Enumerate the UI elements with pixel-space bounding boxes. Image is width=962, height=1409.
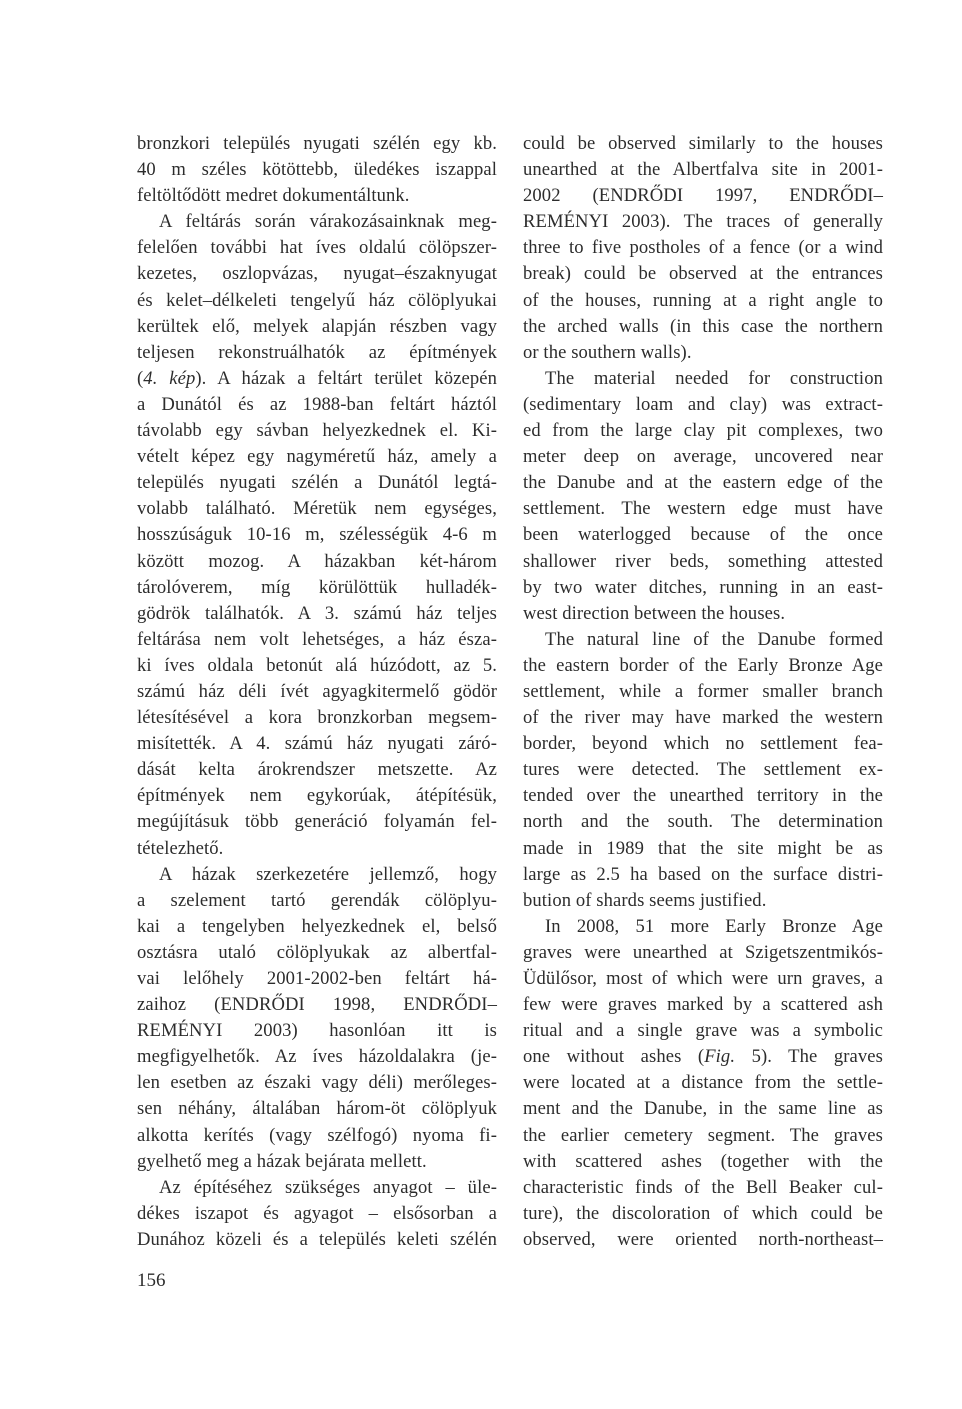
left-column-line: Dunához közeli és a település keleti szélén [137, 1228, 497, 1250]
right-column-line: by two water ditches, running in an east- [523, 576, 883, 598]
left-column-line: távolabb egy sávban helyezkednek el. Ki- [137, 420, 497, 442]
right-text-column [523, 131, 883, 1253]
left-column-line: ki íves oldala betonút alá húzódott, az 5. [137, 654, 497, 676]
left-column-line: osztásra utaló cölöplyukak az albertfal- [137, 941, 497, 963]
right-column-line: The material needed for construction [545, 367, 883, 389]
right-column-line: north and the south. The determination [523, 811, 883, 833]
right-column-line: break) could be observed at the entrances [523, 263, 883, 285]
left-column-line: misítették. A 4. számú ház nyugati záró- [137, 733, 497, 755]
left-column-line: len esetben az északi vagy déli) merőleges- [137, 1072, 497, 1094]
right-column-line: the earlier cemetery segment. The graves [523, 1124, 883, 1146]
left-column-line: számú ház déli ívét agyagkitermelő gödör [137, 680, 497, 702]
right-column-line: settlement, while a former smaller branch [523, 680, 883, 702]
right-column-line: bution of shards seems justified. [523, 889, 767, 911]
left-column-line: A házak szerkezetére jellemző, hogy [159, 863, 497, 885]
right-column-line: ture), the discoloration of which could be [523, 1202, 883, 1224]
left-column-line: dékes iszapot és agyagot – elsősorban a [137, 1202, 497, 1224]
left-column-line: REMÉNYI 2003) hasonlóan itt is [137, 1020, 497, 1042]
right-column-line: 2002 (ENDRŐDI 1997, ENDRŐDI– [523, 185, 883, 207]
left-column-line: 40 m széles kötöttebb, üledékes iszappal [137, 159, 497, 181]
left-column-line: a szelement tartó gerendák cölöplyu- [137, 889, 497, 911]
left-column-line: vai lelőhely 2001-2002-ben feltárt há- [137, 968, 497, 989]
left-column-line: település nyugati szélén a Dunától legtá- [137, 472, 497, 494]
right-column-line: of the river may have marked the western [523, 707, 883, 729]
right-column-line: few were graves marked by a scattered ash [523, 994, 883, 1016]
left-column-line: tárolóverem, míg körülöttük hulladék- [137, 576, 497, 598]
left-column-line: Az építéséhez szükséges anyagot – üle- [159, 1176, 497, 1198]
left-column-line: zaihoz (ENDRŐDI 1998, ENDRŐDI– [137, 994, 497, 1016]
right-column-line: the eastern border of the Early Bronze Age [523, 654, 883, 676]
left-column-line: gödrök találhatók. A 3. számú ház teljes [137, 602, 497, 624]
right-column-line: shallower river beds, something attested [523, 550, 883, 572]
left-column-line: (4. kép). A házak a feltárt terület közepén [137, 367, 497, 389]
left-column-line: volabb található. Méretük nem egységes, [137, 498, 497, 520]
page-number: 156 [137, 1270, 166, 1291]
right-column-line: been waterlogged because of the once [523, 524, 883, 546]
right-column-line: or the southern walls). [523, 341, 692, 363]
right-column-line: ritual and a single grave was a symbolic [523, 1020, 883, 1042]
left-column-line: feltárása nem volt lehetséges, a ház észa- [137, 628, 497, 650]
left-column-line: megújításuk több generáció folyamán fel- [137, 811, 497, 833]
right-column-line: of the houses, running at a right angle to [523, 289, 883, 311]
left-column-line: felelően további hat íves oldalú cölöpszer- [137, 237, 497, 259]
right-column-line: meter deep on average, uncovered near [523, 446, 883, 468]
left-column-line: bronzkori település nyugati szélén egy kb. [137, 133, 497, 154]
right-column-line: made in 1989 that the site might be as [523, 837, 883, 859]
left-column-line: kai a tengelyben helyezkednek el, belső [137, 915, 497, 937]
right-column-line: the arched walls (in this case the northern [523, 315, 883, 337]
right-column-line: characteristic finds of the Bell Beaker cul- [523, 1176, 883, 1198]
right-column-line: with scattered ashes (together with the [523, 1150, 883, 1172]
left-column-line: létesítésével a kora bronzkorban megsem- [137, 707, 497, 729]
right-column-line: west direction between the houses. [523, 602, 786, 624]
left-column-line: és kelet–délkeleti tengelyű ház cölöplyukai [137, 289, 497, 311]
right-column-line: one without ashes (Fig. 5). The graves [523, 1046, 883, 1068]
left-column-line: kezetes, oszlopvázas, nyugat–északnyugat [137, 263, 497, 285]
left-column-line: teljesen rekonstruálhatók az építmények [137, 341, 497, 363]
left-column-line: hosszúságuk 10-16 m, szélességük 4-6 m [137, 524, 497, 546]
right-column-line: graves were unearthed at Szigetszentmikós- [523, 941, 883, 963]
left-column-line: sen néhány, általában három-öt cölöplyuk [137, 1098, 497, 1120]
right-column-line: unearthed at the Albertfalva site in 2001- [523, 159, 883, 181]
right-column-line: tures were detected. The settlement ex- [523, 759, 883, 781]
left-column-line: alkotta kerítés (vagy szélfogó) nyoma fi- [137, 1124, 497, 1146]
right-column-line: settlement. The western edge must have [523, 498, 883, 520]
left-text-column [137, 131, 497, 1253]
left-column-line: kerültek elő, melyek alapján részben vagy [137, 315, 497, 337]
right-column-line: were located at a distance from the settle- [523, 1072, 883, 1094]
left-column-line: dását kelta árokrendszer metszette. Az [137, 759, 497, 781]
left-column-line: építmények nem egykorúak, átépítésük, [137, 785, 497, 807]
left-column-line: tételezhető. [137, 837, 224, 859]
right-column-line: border, beyond which no settlement fea- [523, 733, 883, 755]
right-column-line: could be observed similarly to the houses [523, 133, 883, 154]
left-column-line: között mozog. A házakban két-három [137, 550, 497, 572]
left-column-line: gyelhető meg a házak bejárata mellett. [137, 1150, 427, 1172]
right-column-line: REMÉNYI 2003). The traces of generally [523, 211, 883, 233]
right-column-line: ed from the large clay pit complexes, two [523, 420, 883, 442]
right-column-line: (sedimentary loam and clay) was extract- [523, 393, 883, 415]
right-column-line: In 2008, 51 more Early Bronze Age [545, 915, 883, 937]
right-column-line: large as 2.5 ha based on the surface distri- [523, 863, 883, 885]
right-column-line: ment and the Danube, in the same line as [523, 1098, 883, 1120]
left-column-line: vételt képez egy nagyméretű ház, amely a [137, 446, 497, 468]
right-column-line: three to five postholes of a fence (or a wind [523, 237, 883, 259]
left-column-line: a Dunától és az 1988-ban feltárt háztól [137, 393, 497, 415]
right-column-line: Üdülősor, most of which were urn graves, a [523, 968, 883, 989]
right-column-line: observed, were oriented north-northeast– [523, 1228, 883, 1250]
right-column-line: tended over the unearthed territory in the [523, 785, 883, 807]
left-column-line: feltöltődött medret dokumentáltunk. [137, 185, 410, 207]
left-column-line: megfigyelhetők. Az íves házoldalakra (je- [137, 1046, 497, 1068]
left-column-line: A feltárás során várakozásainknak meg- [159, 211, 497, 233]
right-column-line: the Danube and at the eastern edge of the [523, 472, 883, 494]
right-column-line: The natural line of the Danube formed [545, 628, 883, 650]
